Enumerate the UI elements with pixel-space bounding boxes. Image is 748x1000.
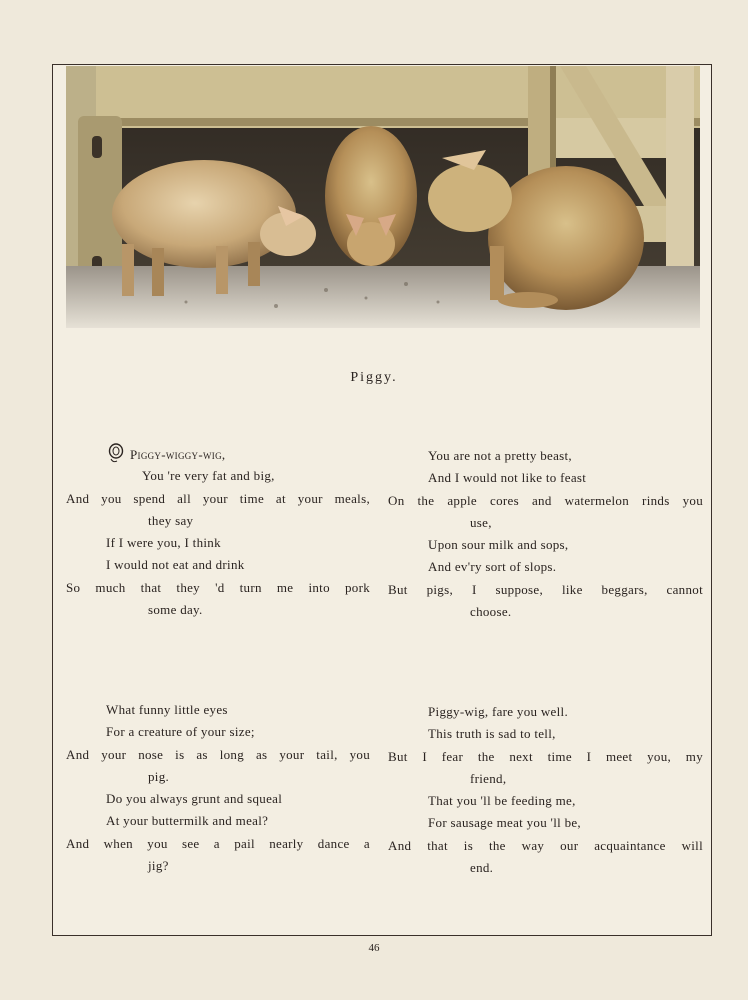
poem-line: Upon sour milk and sops, <box>428 537 569 553</box>
poem-line: And ev'ry sort of slops. <box>428 559 557 575</box>
poem-line: You 're very fat and big, <box>142 468 275 484</box>
poem-line: Do you always grunt and squeal <box>106 791 283 807</box>
poem-line: I would not eat and drink <box>106 557 245 573</box>
poem-line: they say <box>148 512 194 528</box>
poem-line: choose. <box>470 604 512 620</box>
poem-line: use, <box>470 514 492 530</box>
poem-line: pig. <box>148 768 170 784</box>
poem-line: But pigs, I suppose, like beggars, cannot <box>388 581 703 597</box>
poem-line: And your nose is as long as your tail, you <box>66 746 370 762</box>
drop-cap-ornament <box>108 443 124 463</box>
poem-line: And when you see a pail nearly dance a <box>66 835 370 851</box>
poem-title: Piggy. <box>350 370 398 385</box>
poem-line: Piggy-wig, fare you well. <box>428 704 569 719</box>
poem-line: And that is the way our acquaintance will <box>388 837 703 853</box>
stanza-4 <box>388 701 703 879</box>
poem-line: This truth is sad to tell, <box>428 726 556 742</box>
stanza-3 <box>66 699 370 877</box>
poem-line: But I fear the next time I meet you, my <box>388 748 703 764</box>
poem-line: For a creature of your size; <box>106 724 255 740</box>
poem-line: On the apple cores and watermelon rinds you <box>388 492 703 508</box>
poem-line-text: Piggy-wiggy-wig, <box>130 447 226 462</box>
poem-line: some day. <box>148 602 203 618</box>
stanza-1 <box>66 443 370 621</box>
poem-line: So much that they 'd turn me into pork <box>66 579 370 595</box>
poem-line: friend, <box>470 770 507 786</box>
poem-line: And I would not like to feast <box>428 470 587 486</box>
poem-line: end. <box>470 860 494 876</box>
poem-line: That you 'll be feeding me, <box>428 793 576 809</box>
poem-line: What funny little eyes <box>106 702 228 717</box>
poem-line <box>66 443 370 465</box>
pigs-illustration <box>66 66 700 328</box>
poem-line: You are not a pretty beast, <box>428 448 572 463</box>
poem-line: At your buttermilk and meal? <box>106 813 269 829</box>
page-number: 46 <box>368 942 380 954</box>
poem-line: If I were you, I think <box>106 535 221 551</box>
poem-line: jig? <box>148 858 169 874</box>
poem-line: For sausage meat you 'll be, <box>428 815 581 831</box>
stanza-2 <box>388 445 703 623</box>
poem-line: And you spend all your time at your meals, <box>66 490 370 506</box>
